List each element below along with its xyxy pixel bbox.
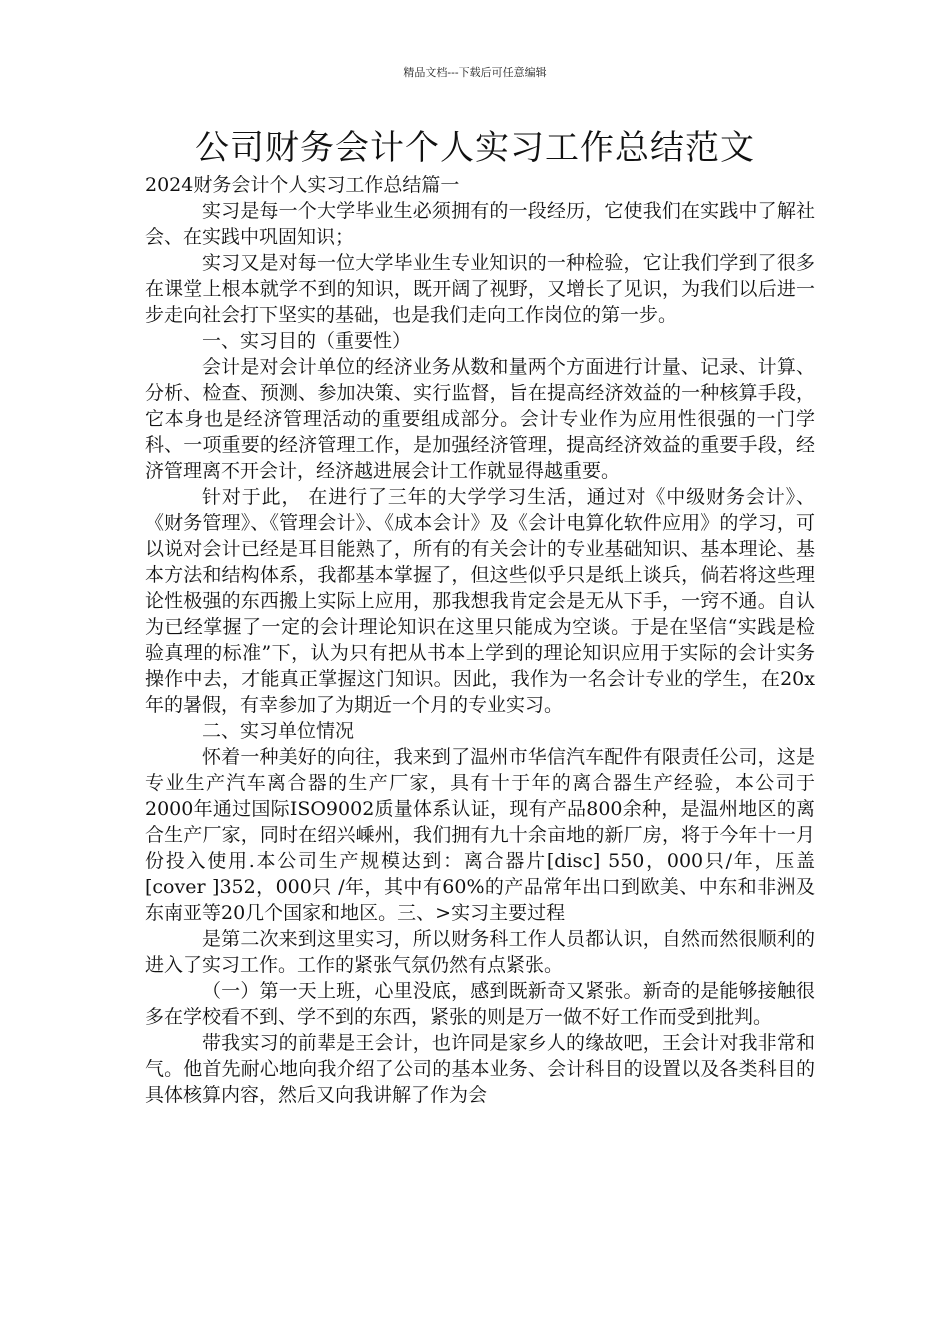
section-heading-purpose: 一、实习目的（重要性） — [202, 330, 412, 352]
document-title: 公司财务会计个人实习工作总结范文 — [195, 128, 755, 168]
paragraph: 实习是每一个大学毕业生必须拥有的一段经历，它使我们在实践中了解社会、在实践中巩固知识； — [145, 200, 815, 248]
paragraph: 是第二次来到这里实习，所以财务科工作人员都认识，自然而然很顺利的进入了实习工作。工作的紧张气氛仍然有点紧张。 — [145, 928, 815, 976]
paragraph: （一）第一天上班，心里没底，感到既新奇又紧张。新奇的是能够接触很多在学校看不到、学不到的东西，紧张的则是万一做不好工作而受到批判。 — [145, 980, 815, 1028]
section-heading-part-one: 2024财务会计个人实习工作总结篇一 — [145, 174, 460, 196]
paragraph: 带我实习的前辈是王会计，也许同是家乡人的缘故吧，王会计对我非常和气。他首先耐心地向我介绍了公司的基本业务、会计科目的设置以及各类科目的具体核算内容，然后又向我讲解了作为会 — [145, 1032, 815, 1106]
section-heading-unit: 二、实习单位情况 — [202, 720, 355, 742]
header-note: 精品文档---下载后可任意编辑 — [403, 66, 547, 79]
paragraph: 针对于此， 在进行了三年的大学学习生活，通过对《中级财务会计》、《财务管理》、《管理会计》、《成本会计》及《会计电算化软件应用》的学习，可以说对会计已经是耳目能熟了，所有的有关会计的专业基础知识、基本理论、基本方法和结构体系，我都基本掌握了，但这些似乎只是纸上谈兵，倘若将这些理论性极强的东西搬上实际上应用，那我想我肯定会是无从下手，一窍不通。自认为已经掌握了一定的会计理论知识在这里只能成为空谈。于是在坚信“实践是检验真理的标准”下，认为只有把从书本上学到的理论知识应用于实际的会计实务操作中去，才能真正掌握这门知识。因此，我作为一名会计专业的学生，在20x年的暑假，有幸参加了为期近一个月的专业实习。 — [145, 486, 815, 716]
paragraph: 实习又是对每一位大学毕业生专业知识的一种检验，它让我们学到了很多在课堂上根本就学不到的知识，既开阔了视野，又增长了见识，为我们以后进一步走向社会打下坚实的基础，也是我们走向工作岗位的第一步。 — [145, 252, 815, 326]
paragraph: 怀着一种美好的向往，我来到了温州市华信汽车配件有限责任公司，这是专业生产汽车离合器的生产厂家，具有十于年的离合器生产经验，本公司于2000年通过国际ISO9002质量体系认证，现有产品800余种，是温州地区的离合生产厂家，同时在绍兴嵊州，我们拥有九十余亩地的新厂房，将于今年十一月份投入使用.本公司生产规模达到：离合器片[disc] 550，000只/年，压盖[cover ]352，000只 /年，其中有60%的产品常年出口到欧美、中东和非洲及东南亚等20几个国家和地区。三、>实习主要过程 — [145, 746, 815, 924]
document-body — [145, 172, 815, 1108]
paragraph: 会计是对会计单位的经济业务从数和量两个方面进行计量、记录、计算、分析、检查、预测、参加决策、实行监督，旨在提高经济效益的一种核算手段，它本身也是经济管理活动的重要组成部分。会计专业作为应用性很强的一门学科、一项重要的经济管理工作，是加强经济管理，提高经济效益的重要手段，经济管理离不开会计，经济越进展会计工作就显得越重要。 — [145, 356, 815, 482]
